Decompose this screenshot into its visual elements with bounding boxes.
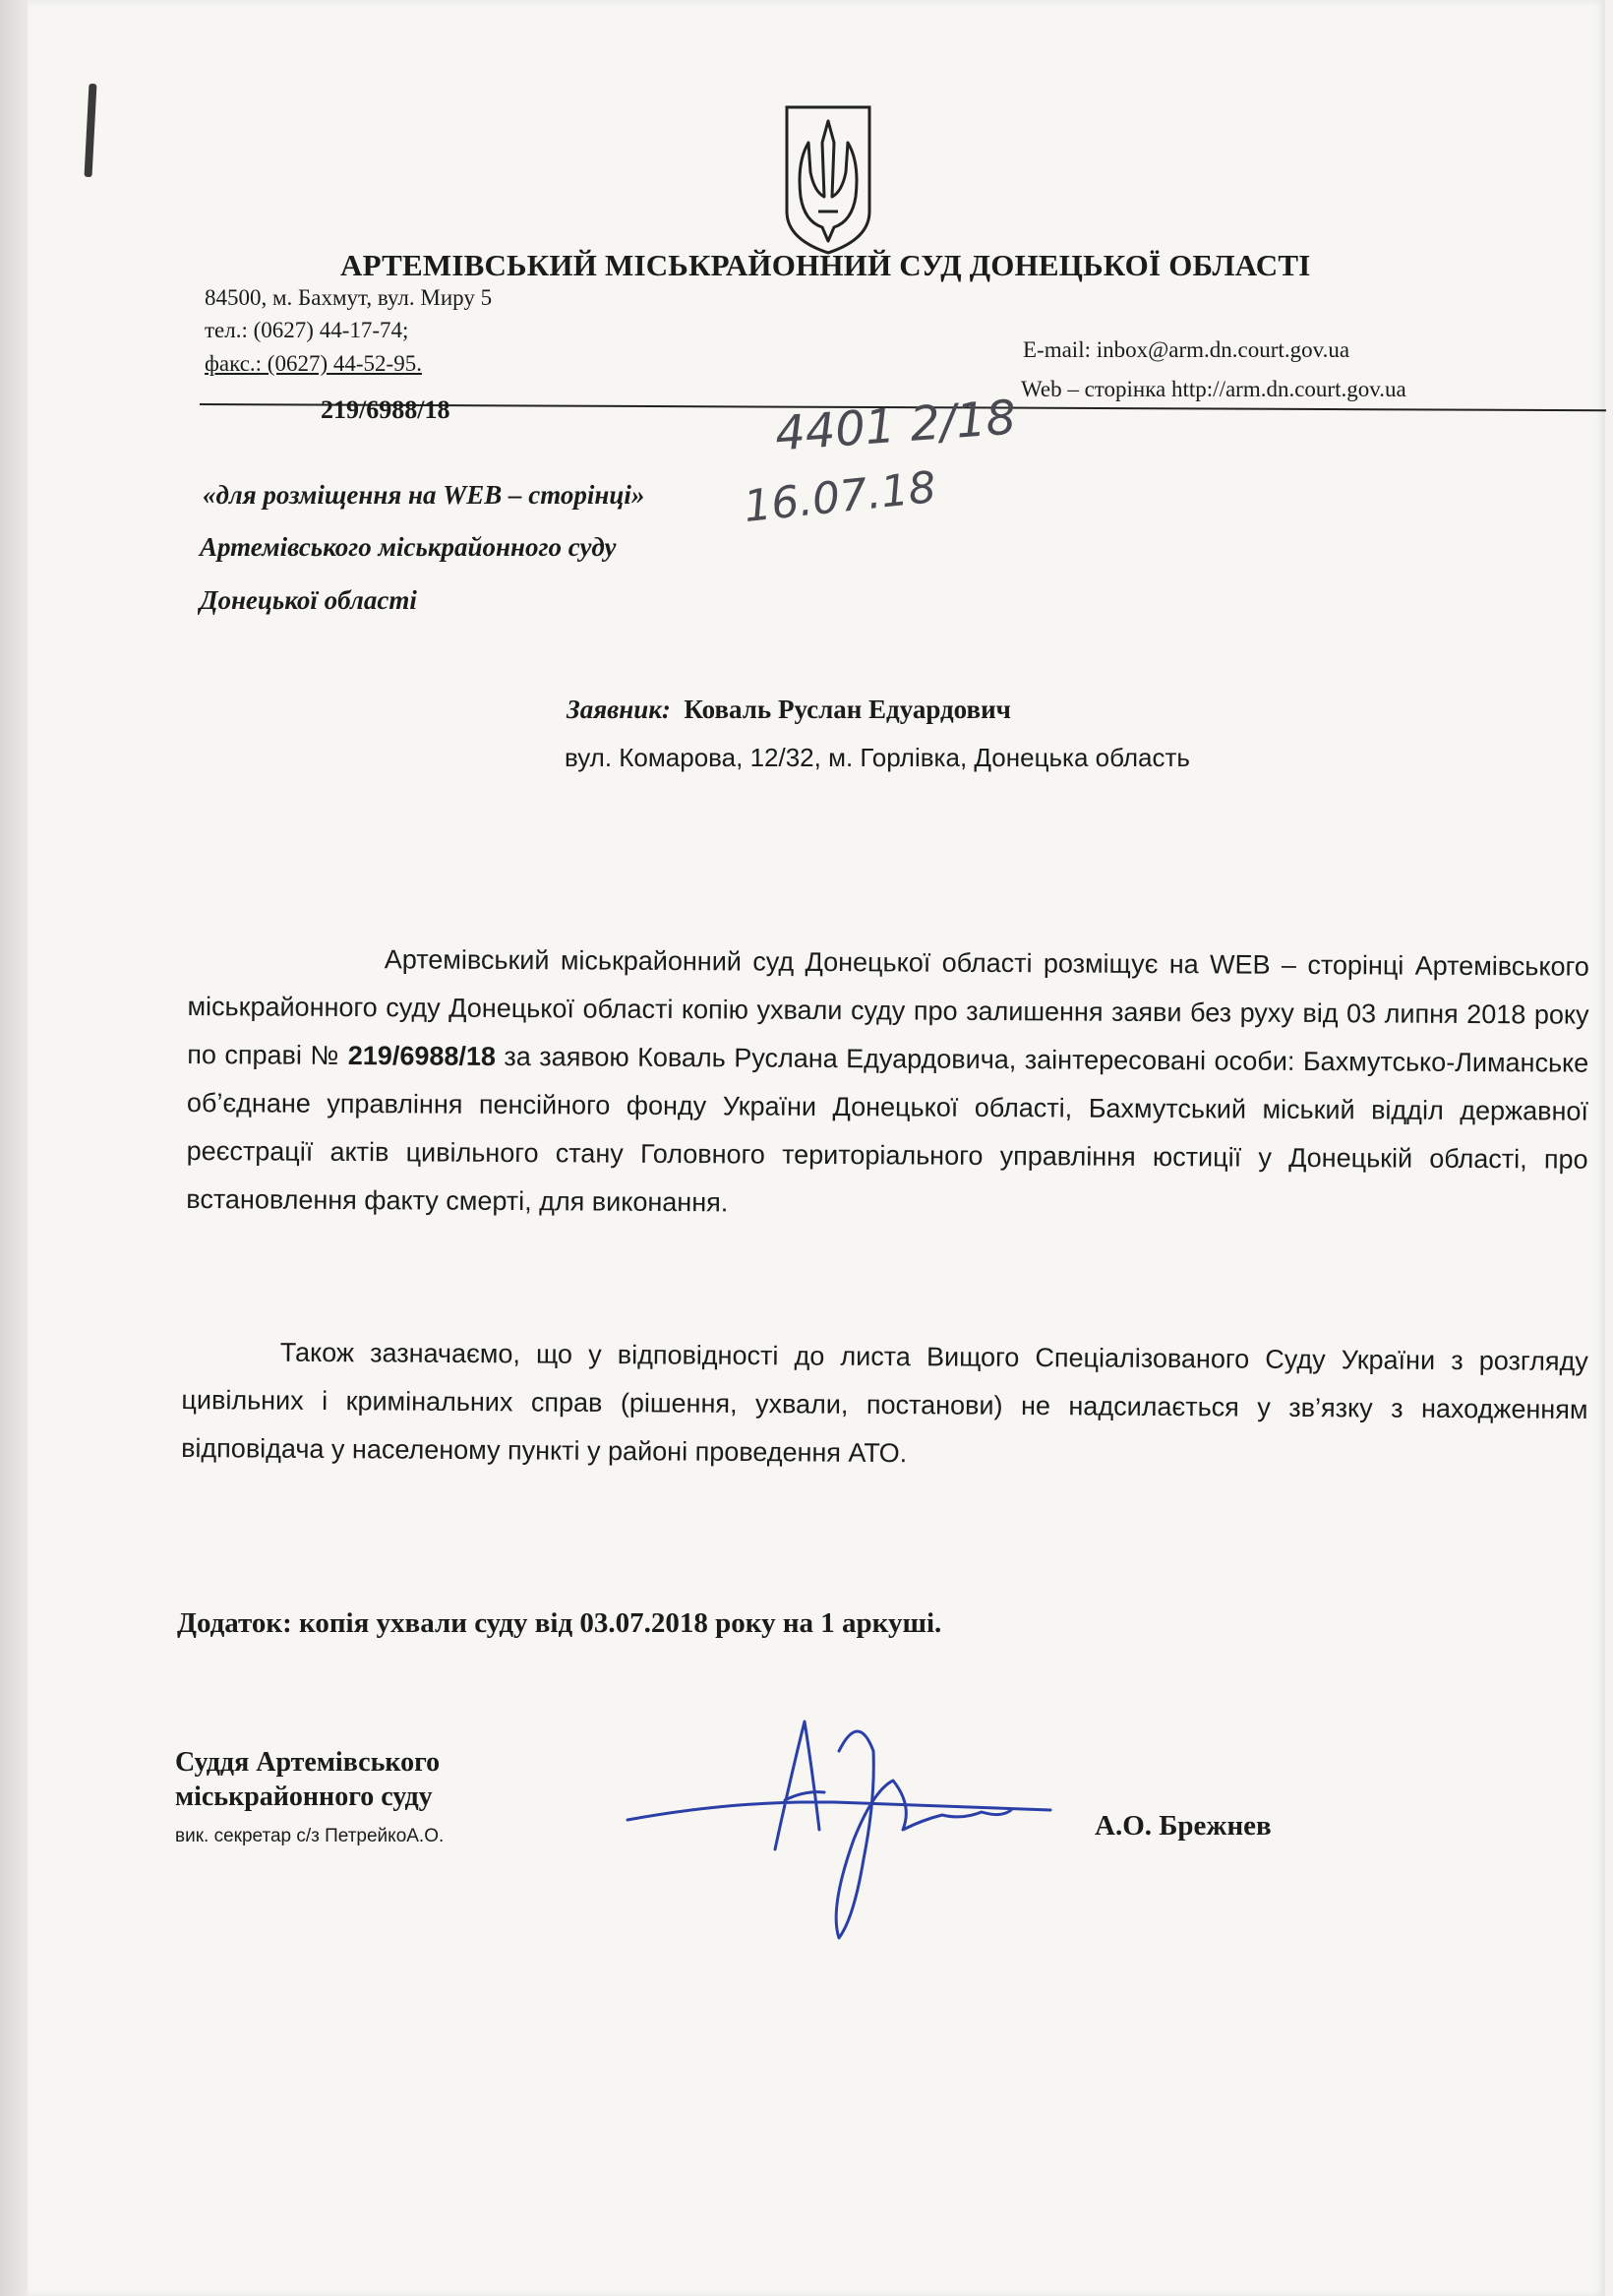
court-phone: тел.: (0627) 44-17-74; bbox=[205, 318, 409, 342]
scan-edge bbox=[0, 0, 30, 2296]
applicant-label: Заявник: bbox=[567, 695, 671, 724]
body-paragraph-1-text: Артемівський міськрайонний суд Донецької області розміщує на WEB – сторінці Артемівського міськрайонного суду Донецької області копію ухвали суду про залишення заяви без руху від 03 липня 2018 року по справі № bbox=[187, 944, 1589, 1070]
applicant-name: Коваль Руслан Едуардович bbox=[684, 695, 1011, 724]
handwritten-signature bbox=[618, 1712, 1060, 1948]
recipient-line-2: Артемівського міськрайонного суду bbox=[200, 532, 617, 562]
secretary-note: вик. секретар с/з ПетрейкоА.О. bbox=[175, 1826, 445, 1846]
body-paragraph-1-text-end: за заявою Коваль Руслана Едуардовича, заінтересовані особи: Бахмутсько-Лиманське об’єднане управління пенсійного фонду України Донецької області, Бахмутський міський відділ державної реєстрації актів цивільного стану Головного територіального управління юстиції у Донецькій області, про встановлення факту смерті, для виконання. bbox=[186, 1041, 1589, 1218]
body-case-number: 219/6988/18 bbox=[347, 1040, 497, 1071]
coat-of-arms-icon bbox=[783, 103, 873, 257]
court-email: E-mail: inbox@arm.dn.court.gov.ua bbox=[1023, 337, 1350, 362]
signer-name: А.О. Брежнев bbox=[1095, 1810, 1272, 1842]
judge-title-line-2: міськрайонного суду bbox=[175, 1782, 433, 1812]
recipient-line-1: «для розміщення на WEB – сторінці» bbox=[203, 480, 645, 510]
applicant-address: вул. Комарова, 12/32, м. Горлівка, Донецька область bbox=[565, 743, 1190, 772]
court-name: АРТЕМІВСЬКИЙ МІСЬКРАЙОННИЙ СУД ДОНЕЦЬКОЇ ОБЛАСТІ bbox=[340, 248, 1311, 282]
body-paragraph-2: Також зазначаємо, що у відповідності до листа Вищого Спеціалізованого Суду України з розгляду цивільних і кримінальних справ (рішення, ухвали, постанови) не надсилається у зв’язку з находженням відповідача у населеному пункті у районі проведення АТО. bbox=[181, 1337, 1588, 1469]
binder-mark bbox=[85, 84, 97, 177]
case-number: 219/6988/18 bbox=[321, 395, 450, 424]
handwritten-registration-number: 4401 2/18 bbox=[773, 390, 1018, 462]
court-address: 84500, м. Бахмут, вул. Миру 5 bbox=[205, 285, 493, 310]
recipient-line-3: Донецької області bbox=[200, 585, 417, 615]
judge-title-line-1: Суддя Артемівського bbox=[175, 1747, 441, 1778]
court-fax: факс.: (0627) 44-52-95. bbox=[205, 351, 422, 376]
handwritten-registration-date: 16.07.18 bbox=[741, 461, 939, 533]
attachment-note: Додаток: копія ухвали суду від 03.07.2018 року на 1 аркуші. bbox=[177, 1607, 942, 1639]
applicant bbox=[567, 695, 1011, 725]
body-paragraph-1 bbox=[186, 935, 1589, 1233]
court-website: Web – сторінка http://arm.dn.court.gov.ua bbox=[1021, 377, 1406, 401]
document-page bbox=[28, 0, 1605, 2296]
